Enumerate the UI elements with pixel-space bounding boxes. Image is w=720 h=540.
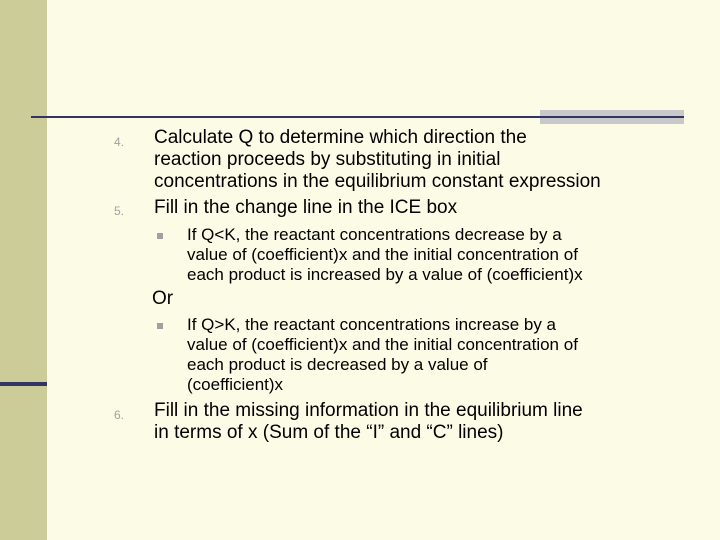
title-divider-accent: [540, 116, 684, 118]
list-number: 5.: [114, 204, 125, 218]
list-number: 4.: [114, 135, 125, 149]
text-line: value of (coefficient)x and the initial concentration of: [187, 335, 578, 354]
sub-item-text: [187, 315, 578, 395]
text-line: Calculate Q to determine which direction the: [154, 127, 527, 148]
text-line: (coefficient)x: [187, 375, 284, 394]
bullet-icon: [157, 323, 163, 329]
sub-item-text: [187, 225, 583, 285]
list-item-text: [154, 127, 601, 193]
text-line: reaction proceeds by substituting in initial: [154, 149, 501, 170]
or-text: Or: [152, 288, 174, 309]
text-line: each product is increased by a value of (coefficient)x: [187, 265, 583, 284]
list-item-text: [154, 197, 457, 219]
text-line: Fill in the missing information in the equilibrium line: [154, 400, 583, 421]
text-line: in terms of x (Sum of the “I” and “C” lines): [154, 422, 504, 443]
text-line: If Q<K, the reactant concentrations decrease by a: [187, 225, 562, 244]
list-number: 6.: [114, 408, 125, 422]
text-line: concentrations in the equilibrium constant expression: [154, 171, 601, 192]
text-line: Fill in the change line in the ICE box: [154, 197, 458, 218]
text-line: value of (coefficient)x and the initial concentration of: [187, 245, 578, 264]
text-line: If Q>K, the reactant concentrations increase by a: [187, 315, 557, 334]
sidebar-accent-bar: [0, 382, 47, 386]
text-line: each product is decreased by a value of: [187, 355, 488, 374]
bullet-icon: [157, 233, 163, 239]
sidebar-decoration: [0, 0, 47, 540]
list-item-text: [154, 400, 583, 444]
